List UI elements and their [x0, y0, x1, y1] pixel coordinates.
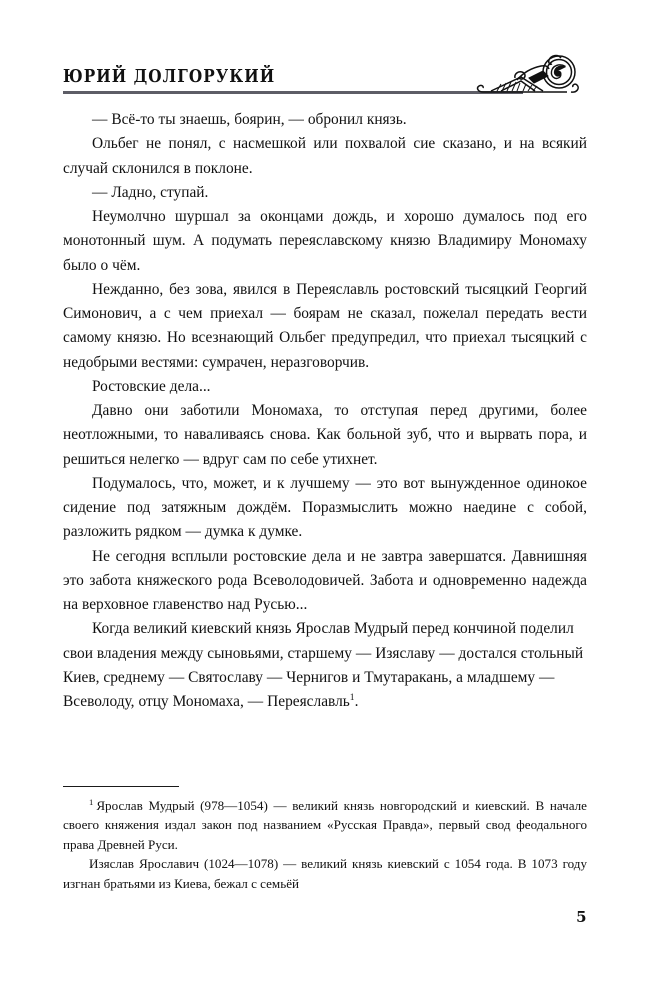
- footnote-marker: 1: [89, 796, 94, 807]
- footnote-reference-1[interactable]: 1: [349, 691, 355, 703]
- paragraph: Подумалось, что, может, и к лучшему — это вот вынужденное одинокое сидение под затяжным дождём. Поразмыслить можно наедине с собой, разложить рядком — думка к думке.: [63, 474, 587, 541]
- footnote-item: [63, 854, 587, 893]
- paragraph: Ольбег не понял, с насмешкой или похвалой сие сказано, и на всякий случай склонился в поклоне.: [63, 135, 587, 177]
- paragraph-text: Когда великий киевский князь Ярослав Мудрый перед кончиной поделил свои владения между сыновьями, старшему — Изяславу — достался стольный Киев, среднему — Святославу — Чернигов и Тмутаракань, а младшему — Всеволоду, отцу Мономаха, — Переяславль: [63, 620, 584, 710]
- paragraph-tail: .: [354, 693, 359, 710]
- running-head-title: ЮРИЙ ДОЛГОРУКИЙ: [63, 66, 276, 87]
- running-head: [63, 48, 587, 94]
- footnote-text: Изяслав Ярославич (1024—1078) — великий князь киевский с 1054 года. В 1073 году изгнан братьями из Киева, бежал с семьёй: [63, 856, 587, 891]
- footnote-block: [63, 786, 587, 893]
- paragraph-with-footnote-ref: [63, 617, 587, 714]
- paragraph: Нежданно, без зова, явился в Переяславль ростовский тысяцкий Георгий Симонович, а с чем приехал — боярам не сказал, пожелал передать вести самому князю. Но всезнающий Ольбег предупредил, что приехал тысяцкий с недобрыми вестями: сумрачен, неразговорчив.: [63, 280, 587, 371]
- page-number: 5: [576, 908, 587, 926]
- paragraph: — Всё-то ты знаешь, боярин, — обронил князь.: [92, 111, 407, 128]
- paragraph: Не сегодня всплыли ростовские дела и не завтра завершатся. Давнишняя это забота княжеского рода Всеволодовичей. Забота и одновременно надежда на верховное главенство над Русью...: [63, 547, 587, 613]
- paragraph: Неумолчно шуршал за оконцами дождь, и хорошо думалось под его монотонный шум. А подумать переяславскому князю Владимиру Мономаху было о чём.: [63, 208, 587, 274]
- scroll-flourish-ornament: [471, 54, 589, 100]
- paragraph: Ростовские дела...: [92, 377, 211, 395]
- footnote-text: Ярослав Мудрый (978—1054) — великий князь новгородский и киевский. В начале своего княжения издал закон под названием «Русская Правда», первый свод феодального права Древней Руси.: [63, 798, 587, 852]
- paragraph: — Ладно, ступай.: [92, 183, 209, 201]
- footnote-separator-rule: [63, 786, 179, 787]
- paragraph: Давно они заботили Мономаха, то отступая перед другими, более неотложными, то наваливаясь снова. Как больной зуб, что и вырвать пора, и решиться нелегко — вдруг сам по себе утихнет.: [63, 402, 587, 468]
- body-text-column: [63, 108, 587, 714]
- header-rule: [63, 91, 523, 94]
- footnote-item: [63, 796, 587, 854]
